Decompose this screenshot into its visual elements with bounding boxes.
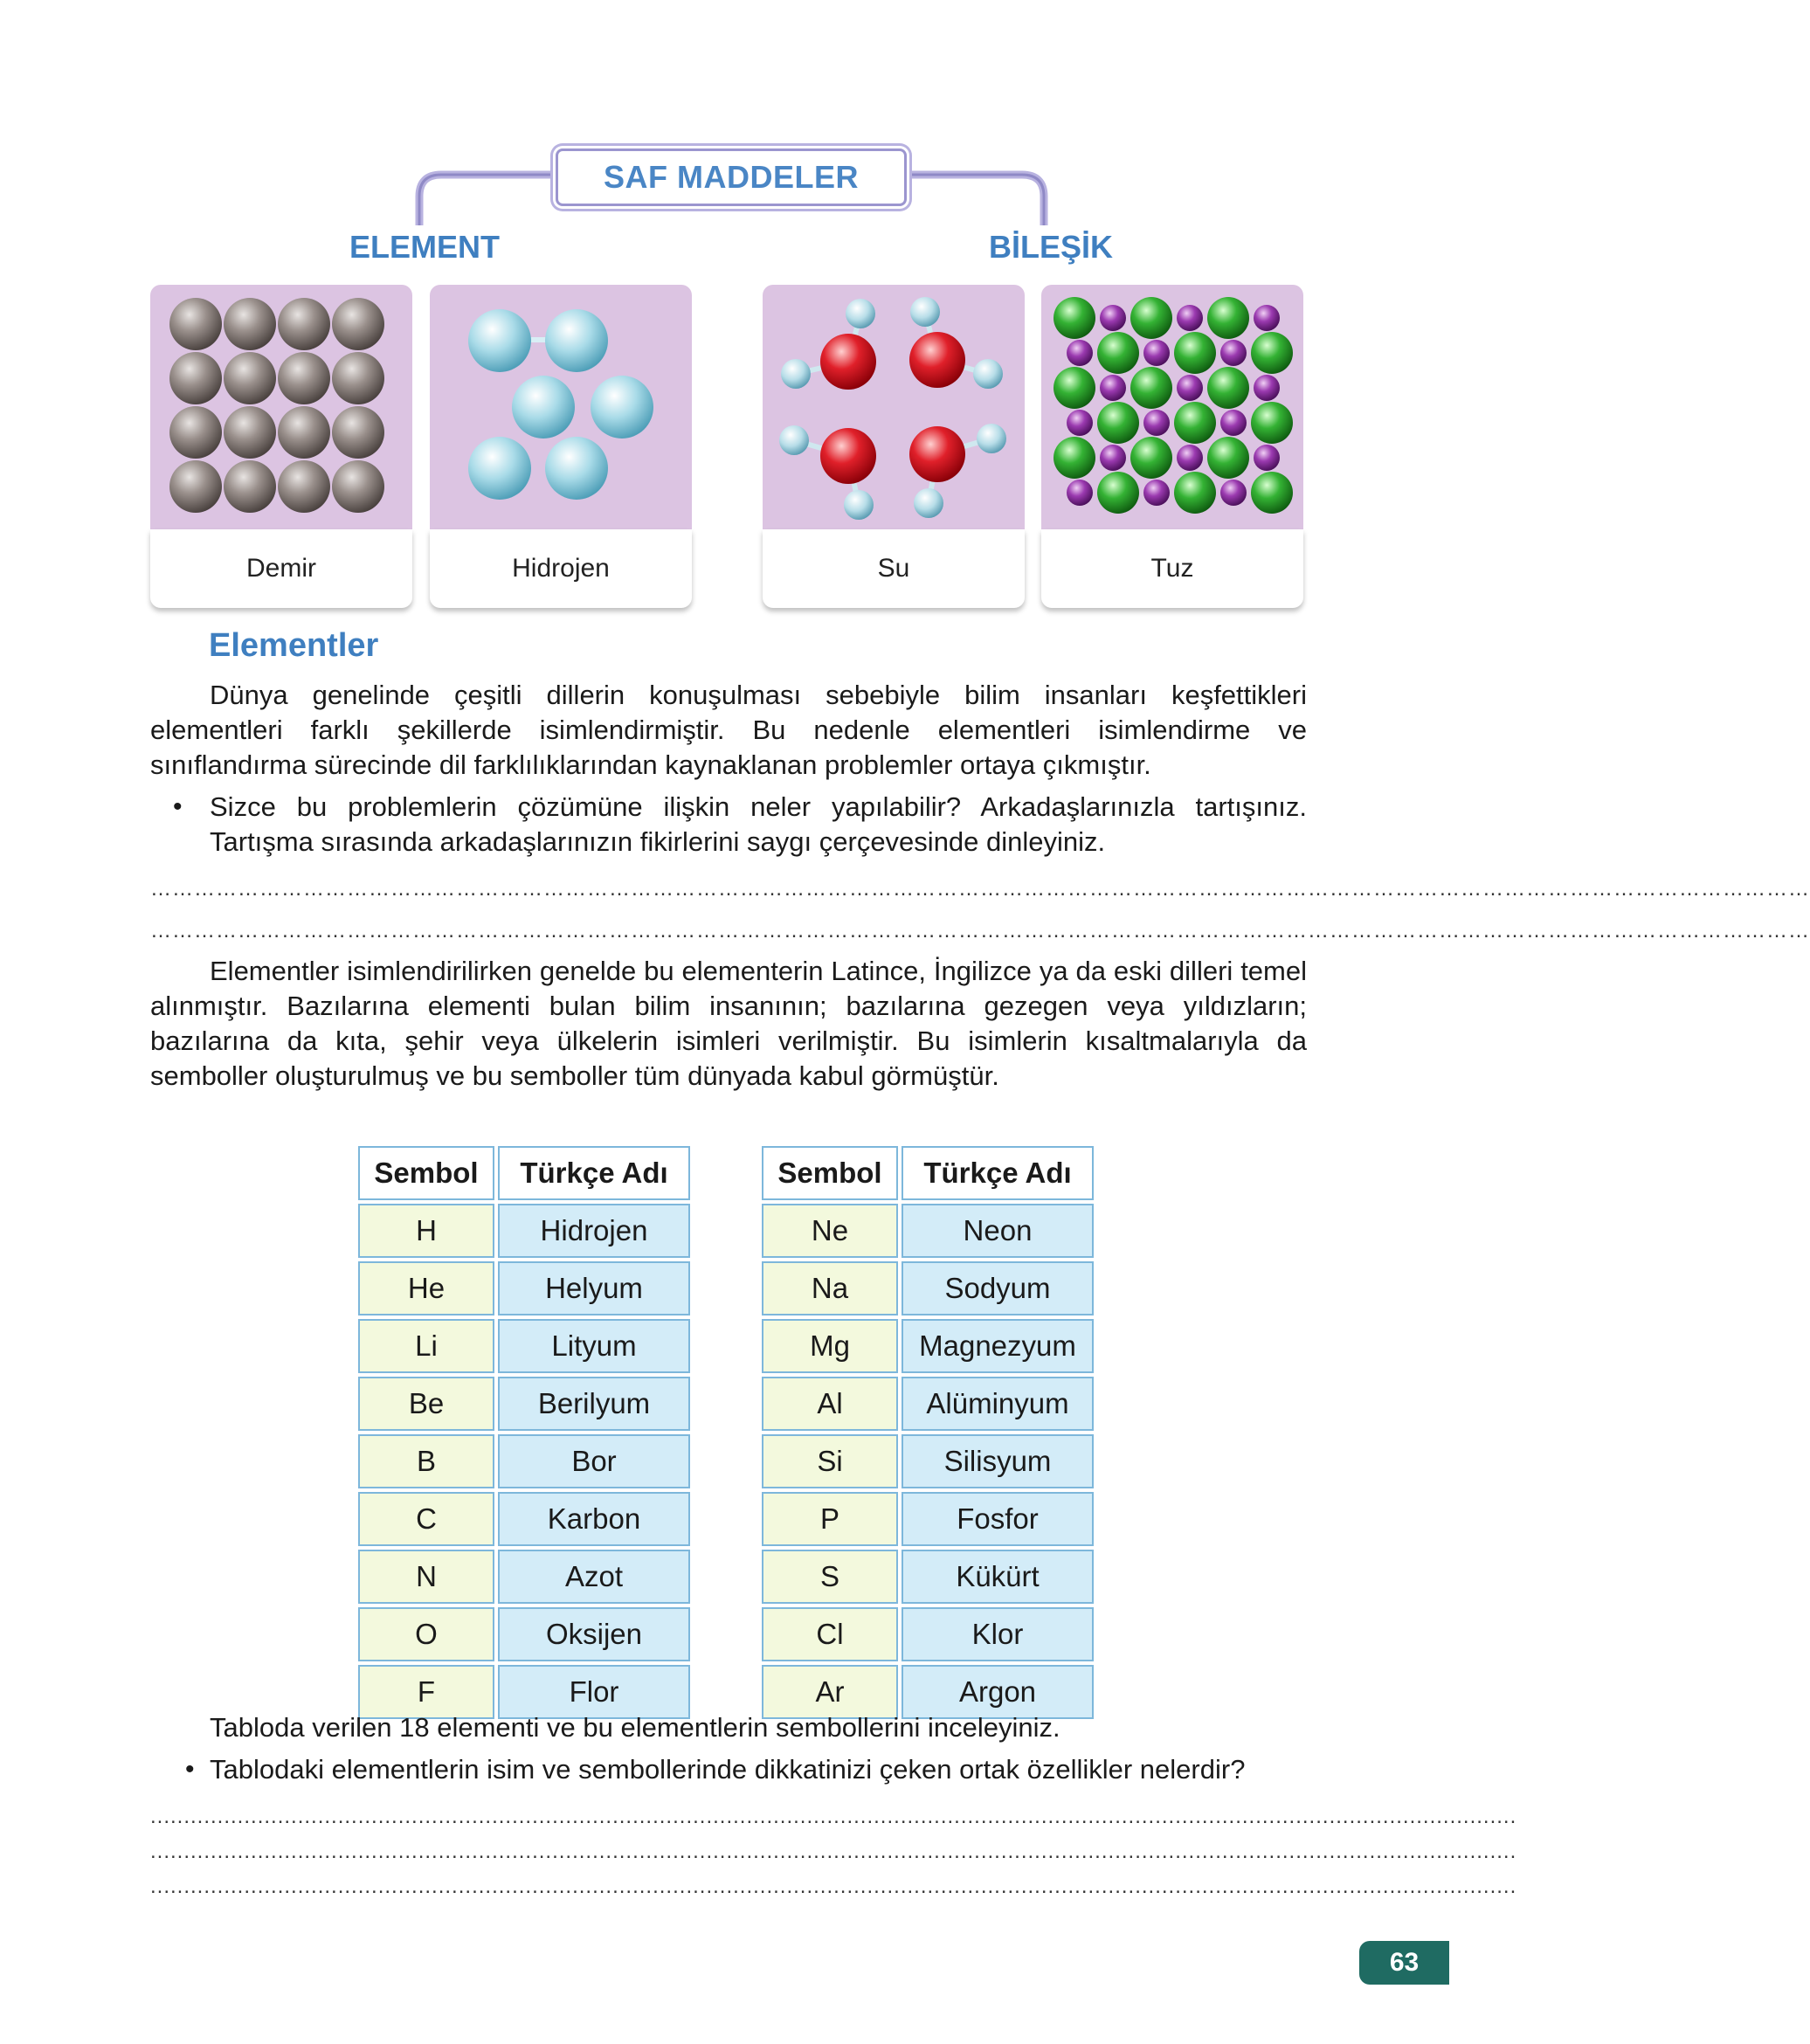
- salt-lattice-icon: [1041, 285, 1303, 529]
- card-caption-su: Su: [763, 529, 1025, 608]
- element-name-cell: Neon: [902, 1204, 1094, 1258]
- answer-line[interactable]: ............................................................................................................................................................................................................: [150, 1875, 1517, 1898]
- card-tuz: [1041, 285, 1303, 608]
- element-symbol-cell: He: [358, 1261, 494, 1315]
- element-symbol-cell: B: [358, 1434, 494, 1488]
- table-row: [358, 1261, 690, 1315]
- table-row: [762, 1492, 1094, 1546]
- chloride-ion: [1097, 472, 1139, 514]
- element-symbol-cell: Al: [762, 1377, 898, 1431]
- sodium-ion: [1143, 480, 1170, 506]
- chloride-ion: [1174, 402, 1216, 444]
- sodium-ion: [1254, 305, 1280, 331]
- element-name-cell: Flor: [498, 1665, 690, 1719]
- element-symbol-cell: N: [358, 1550, 494, 1604]
- card-caption-hidrojen: Hidrojen: [430, 529, 692, 608]
- iron-atom: [169, 298, 222, 350]
- element-name-cell: Magnezyum: [902, 1319, 1094, 1373]
- sodium-ion: [1220, 480, 1247, 506]
- table-row: [762, 1204, 1094, 1258]
- element-symbol-cell: S: [762, 1550, 898, 1604]
- card-demir: [150, 285, 412, 608]
- element-name-cell: Silisyum: [902, 1434, 1094, 1488]
- chloride-ion: [1251, 402, 1293, 444]
- answer-line[interactable]: ............................................................................................................................................................................................................: [150, 1805, 1517, 1828]
- paragraph-1: [150, 678, 1307, 783]
- chloride-ion: [1054, 367, 1095, 409]
- sodium-ion: [1254, 375, 1280, 401]
- element-symbol-cell: F: [358, 1665, 494, 1719]
- table-header-name: Türkçe Adı: [498, 1146, 690, 1200]
- hydrogen-molecules-icon: [430, 285, 692, 529]
- element-symbol-cell: Ar: [762, 1665, 898, 1719]
- chloride-ion: [1174, 472, 1216, 514]
- chloride-ion: [1097, 332, 1139, 374]
- element-symbol-cell: P: [762, 1492, 898, 1546]
- answer-line[interactable]: …………………………………………………………………………………………………………………………………………………………………………………………………………: [150, 877, 1810, 901]
- iron-atom: [169, 406, 222, 459]
- element-symbol-cell: Li: [358, 1319, 494, 1373]
- element-symbol-cell: O: [358, 1607, 494, 1661]
- sodium-ion: [1220, 410, 1247, 436]
- chloride-ion: [1174, 332, 1216, 374]
- table-row: [358, 1550, 690, 1604]
- table-row: [358, 1607, 690, 1661]
- chloride-ion: [1097, 402, 1139, 444]
- iron-atom: [332, 406, 384, 459]
- table-header-symbol: Sembol: [762, 1146, 898, 1200]
- sodium-ion: [1067, 410, 1093, 436]
- iron-atom: [169, 460, 222, 513]
- iron-atoms-icon: [150, 285, 412, 529]
- iron-atom: [224, 406, 276, 459]
- chloride-ion: [1130, 437, 1172, 479]
- sodium-ion: [1100, 375, 1126, 401]
- sodium-ion: [1100, 305, 1126, 331]
- element-name-cell: Argon: [902, 1665, 1094, 1719]
- sodium-ion: [1100, 445, 1126, 471]
- element-name-cell: Berilyum: [498, 1377, 690, 1431]
- sodium-ion: [1067, 480, 1093, 506]
- chloride-ion: [1207, 437, 1249, 479]
- concept-map-connectors: [0, 0, 1449, 262]
- bilesik-branch-title: BİLEŞİK: [989, 229, 1114, 265]
- sodium-ion: [1177, 305, 1203, 331]
- sodium-ion: [1067, 340, 1093, 366]
- element-table-right: [758, 1143, 1097, 1723]
- bullet-item-2: [185, 1752, 1312, 1787]
- table-row: [358, 1434, 690, 1488]
- section-title: Elementler: [209, 627, 379, 664]
- table-row: [358, 1204, 690, 1258]
- iron-atom: [278, 406, 330, 459]
- iron-atom: [332, 352, 384, 404]
- element-table-left: [355, 1143, 694, 1723]
- table-row: [762, 1434, 1094, 1488]
- table-row: [358, 1319, 690, 1373]
- element-name-cell: Lityum: [498, 1319, 690, 1373]
- element-name-cell: Bor: [498, 1434, 690, 1488]
- element-name-cell: Sodyum: [902, 1261, 1094, 1315]
- page-number: 63: [1359, 1941, 1449, 1985]
- bullet-symbol: •: [173, 792, 183, 821]
- element-name-cell: Oksijen: [498, 1607, 690, 1661]
- element-symbol-cell: C: [358, 1492, 494, 1546]
- card-su: [763, 285, 1025, 608]
- table-header-name: Türkçe Adı: [902, 1146, 1094, 1200]
- sodium-ion: [1220, 340, 1247, 366]
- table-row: [762, 1377, 1094, 1431]
- iron-atom: [278, 298, 330, 350]
- paragraph-3: Tabloda verilen 18 elementi ve bu elementlerin sembollerini inceleyiniz.: [210, 1712, 1060, 1743]
- chloride-ion: [1130, 367, 1172, 409]
- iron-atom: [224, 352, 276, 404]
- paragraph-1-text: Dünya genelinde çeşitli dillerin konuşulması sebebiyle bilim insanları keşfettikleri elementleri farklı şekillerde isimlendirmiştir. Bu nedenle elementleri isimlendirme ve sınıflandırma sürecinde dil farklılıklarından kaynaklanan problemler ortaya çıkmıştır.: [150, 680, 1307, 780]
- element-name-cell: Hidrojen: [498, 1204, 690, 1258]
- water-molecules-icon: [763, 285, 1025, 529]
- bullet-symbol: •: [185, 1755, 195, 1784]
- element-symbol-cell: Cl: [762, 1607, 898, 1661]
- iron-atom: [224, 298, 276, 350]
- element-symbol-cell: Si: [762, 1434, 898, 1488]
- chloride-ion: [1251, 332, 1293, 374]
- iron-atom: [332, 460, 384, 513]
- chloride-ion: [1054, 437, 1095, 479]
- answer-line[interactable]: ............................................................................................................................................................................................................: [150, 1840, 1517, 1863]
- chloride-ion: [1130, 297, 1172, 339]
- iron-atom: [278, 352, 330, 404]
- element-symbol-cell: Mg: [762, 1319, 898, 1373]
- iron-atom: [224, 460, 276, 513]
- iron-atom: [169, 352, 222, 404]
- iron-atom: [278, 460, 330, 513]
- table-row: [762, 1607, 1094, 1661]
- sodium-ion: [1143, 340, 1170, 366]
- card-hidrojen: [430, 285, 692, 608]
- card-caption-tuz: Tuz: [1041, 529, 1303, 608]
- element-name-cell: Klor: [902, 1607, 1094, 1661]
- chloride-ion: [1251, 472, 1293, 514]
- element-name-cell: Azot: [498, 1550, 690, 1604]
- chloride-ion: [1207, 297, 1249, 339]
- table-header-symbol: Sembol: [358, 1146, 494, 1200]
- element-symbol-cell: Na: [762, 1261, 898, 1315]
- element-name-cell: Karbon: [498, 1492, 690, 1546]
- paragraph-2-text: Elementler isimlendirilirken genelde bu elementerin Latince, İngilizce ya da eski dilleri temel alınmıştır. Bazılarına elementi bulan bilim insanının; bazılarına gezegen veya yıldızların; bazılarına da kıta, şehir veya ülkelerin isimleri verilmiştir. Bu isimlerin kısaltmalarıyla da semboller oluşturulmuş ve bu semboller tüm dünyada kabul görmüştür.: [150, 956, 1307, 1091]
- element-name-cell: Fosfor: [902, 1492, 1094, 1546]
- paragraph-2: [150, 954, 1307, 1094]
- bullet-1-text: Sizce bu problemlerin çözümüne ilişkin neler yapılabilir? Arkadaşlarınızla tartışınız. Tartışma sırasında arkadaşlarınızın fikirlerini saygı çerçevesinde dinleyiniz.: [210, 791, 1307, 857]
- sodium-ion: [1177, 375, 1203, 401]
- table-row: [762, 1550, 1094, 1604]
- element-name-cell: Helyum: [498, 1261, 690, 1315]
- element-symbol-cell: Ne: [762, 1204, 898, 1258]
- element-symbol-cell: Be: [358, 1377, 494, 1431]
- card-caption-demir: Demir: [150, 529, 412, 608]
- element-symbol-cell: H: [358, 1204, 494, 1258]
- table-row: [358, 1377, 690, 1431]
- element-name-cell: Alüminyum: [902, 1377, 1094, 1431]
- element-name-cell: Kükürt: [902, 1550, 1094, 1604]
- iron-atom: [332, 298, 384, 350]
- table-row: [762, 1319, 1094, 1373]
- answer-line[interactable]: …………………………………………………………………………………………………………………………………………………………………………………………………………: [150, 919, 1810, 943]
- element-branch-title: ELEMENT: [349, 229, 501, 265]
- table-row: [762, 1261, 1094, 1315]
- saf-maddeler-box: SAF MADDELER: [556, 148, 907, 206]
- bullet-2-text: Tablodaki elementlerin isim ve sembollerinde dikkatinizi çeken ortak özellikler nelerdir?: [210, 1754, 1246, 1785]
- table-row: [358, 1492, 690, 1546]
- bullet-item-1: [173, 790, 1307, 860]
- chloride-ion: [1054, 297, 1095, 339]
- sodium-ion: [1254, 445, 1280, 471]
- chloride-ion: [1207, 367, 1249, 409]
- sodium-ion: [1143, 410, 1170, 436]
- sodium-ion: [1177, 445, 1203, 471]
